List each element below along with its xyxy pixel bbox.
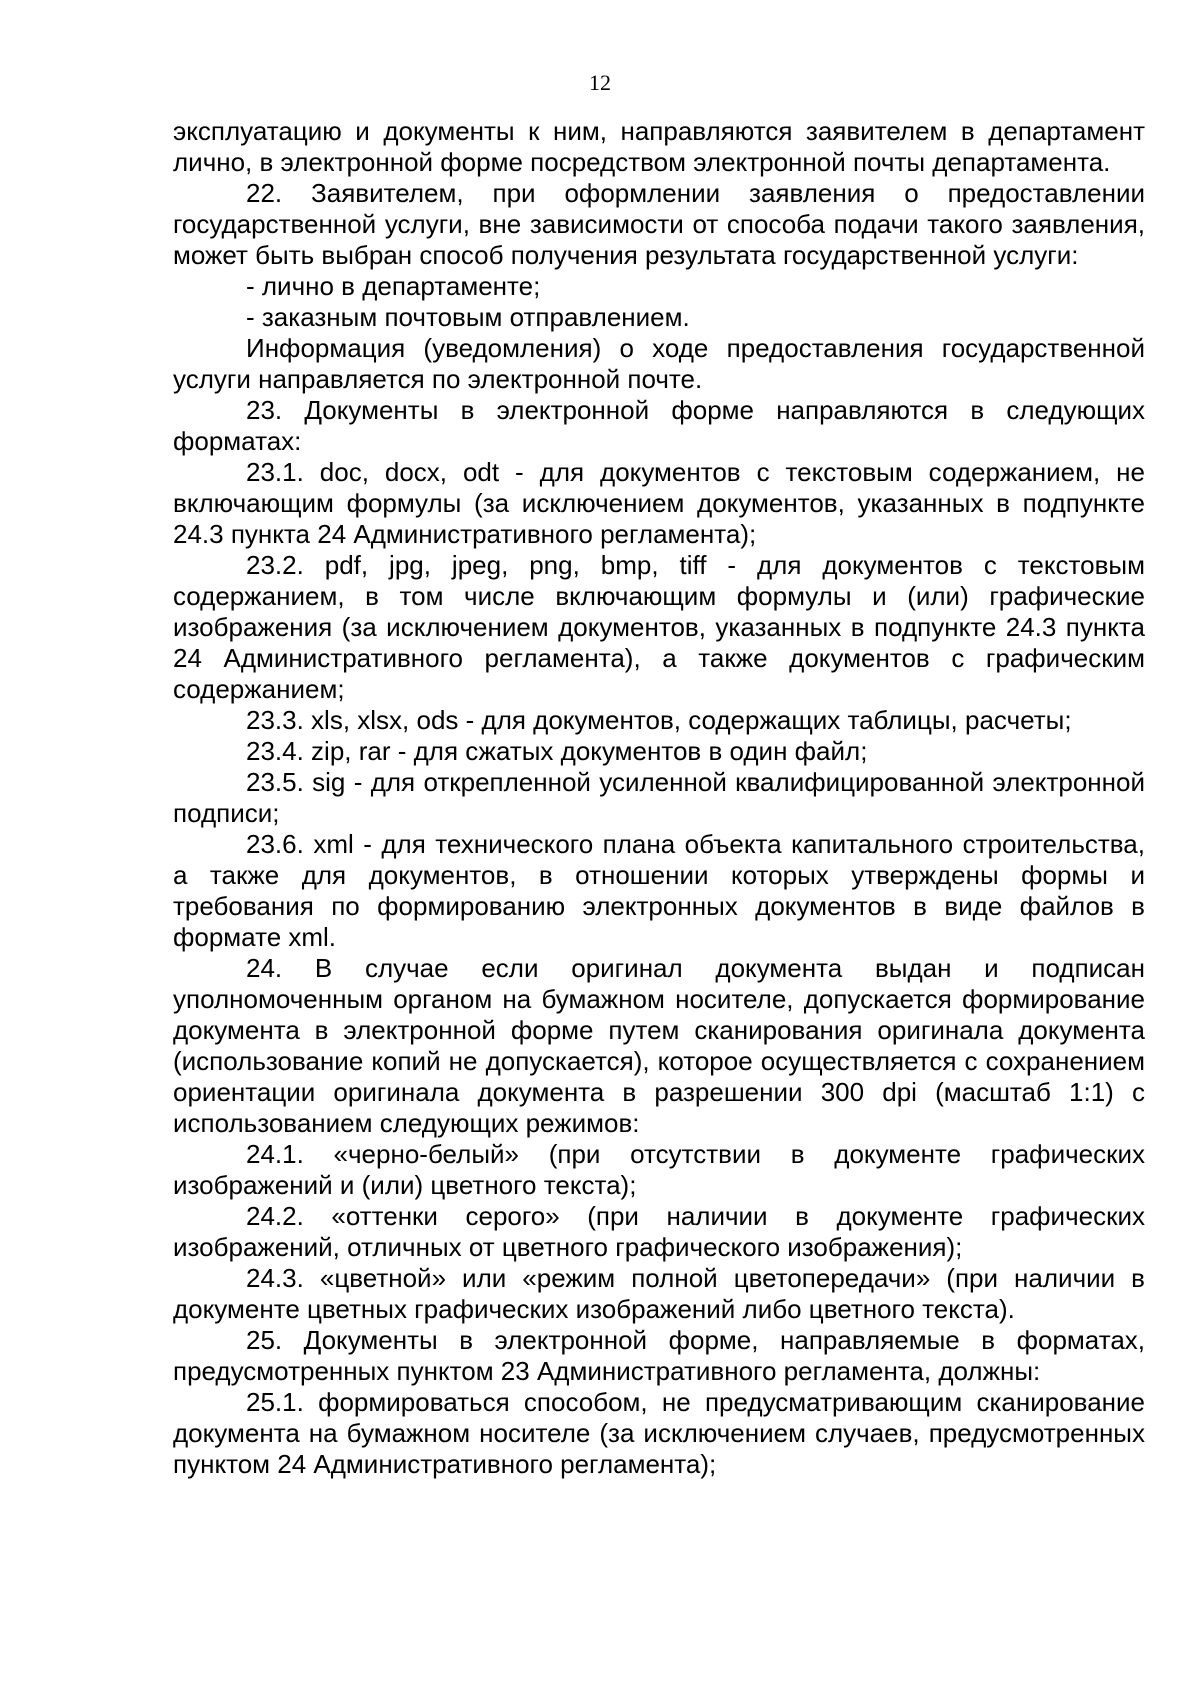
paragraph-23-6: 23.6. xml - для технического плана объекта капитального строительства, а также для документов, в отношении которых утверждены формы и требования по формированию электронных документов в виде файлов в формате xml.	[173, 829, 1145, 952]
paragraph-23-5: 23.5. sig - для открепленной усиленной квалифицированной электронной подписи;	[173, 767, 1145, 828]
paragraph-24: 24. В случае если оригинал документа выдан и подписан уполномоченным органом на бумажном носителе, допускается формирование документа в электронной форме путем сканирования оригинала документа (использование копий не допускается), которое осуществляется с сохранением ориентации оригинала документа в разрешении 300 dpi (масштаб 1:1) с использованием следующих режимов:	[173, 953, 1145, 1138]
paragraph-23-3: 23.3. xls, xlsx, ods - для документов, содержащих таблицы, расчеты;	[246, 705, 1072, 735]
paragraph-23-1: 23.1. doc, docx, odt - для документов с текстовым содержанием, не включающим формулы (за исключением документов, указанных в подпункте 24.3 пункта 24 Административного регламента);	[173, 457, 1145, 549]
paragraph-24-3: 24.3. «цветной» или «режим полной цветопередачи» (при наличии в документе цветных графических изображений либо цветного текста).	[173, 1263, 1145, 1324]
paragraph-23-2: 23.2. pdf, jpg, jpeg, png, bmp, tiff - для документов с текстовым содержанием, в том числе включающим формулы и (или) графические изображения (за исключением документов, указанных в подпункте 24.3 пункта 24 Административного регламента), а также документов с графическим содержанием;	[173, 550, 1145, 704]
paragraph-24-2: 24.2. «оттенки серого» (при наличии в документе графических изображений, отличных от цветного графического изображения);	[173, 1201, 1145, 1262]
paragraph-24-1: 24.1. «черно-белый» (при отсутствии в документе графических изображений и (или) цветного текста);	[173, 1139, 1145, 1200]
paragraph-23-4: 23.4. zip, rar - для сжатых документов в один файл;	[246, 736, 868, 766]
paragraph-continuation: эксплуатацию и документы к ним, направляются заявителем в департамент лично, в электронной форме посредством электронной почты департамента.	[173, 116, 1145, 177]
list-item-registered-mail: - заказным почтовым отправлением.	[246, 302, 690, 332]
page-number: 12	[589, 70, 611, 95]
list-item-in-person: - лично в департаменте;	[246, 271, 541, 301]
document-body	[173, 116, 1145, 1480]
paragraph-25-1: 25.1. формироваться способом, не предусматривающим сканирование документа на бумажном носителе (за исключением случаев, предусмотренных пунктом 24 Административного регламента);	[173, 1387, 1145, 1479]
paragraph-notification-info: Информация (уведомления) о ходе предоставления государственной услуги направляется по электронной почте.	[173, 333, 1145, 394]
paragraph-25: 25. Документы в электронной форме, направляемые в форматах, предусмотренных пунктом 23 Административного регламента, должны:	[173, 1325, 1145, 1386]
paragraph-22: 22. Заявителем, при оформлении заявления о предоставлении государственной услуги, вне зависимости от способа подачи такого заявления, может быть выбран способ получения результата государственной услуги:	[173, 178, 1145, 270]
paragraph-23: 23. Документы в электронной форме направляются в следующих форматах:	[173, 395, 1145, 456]
